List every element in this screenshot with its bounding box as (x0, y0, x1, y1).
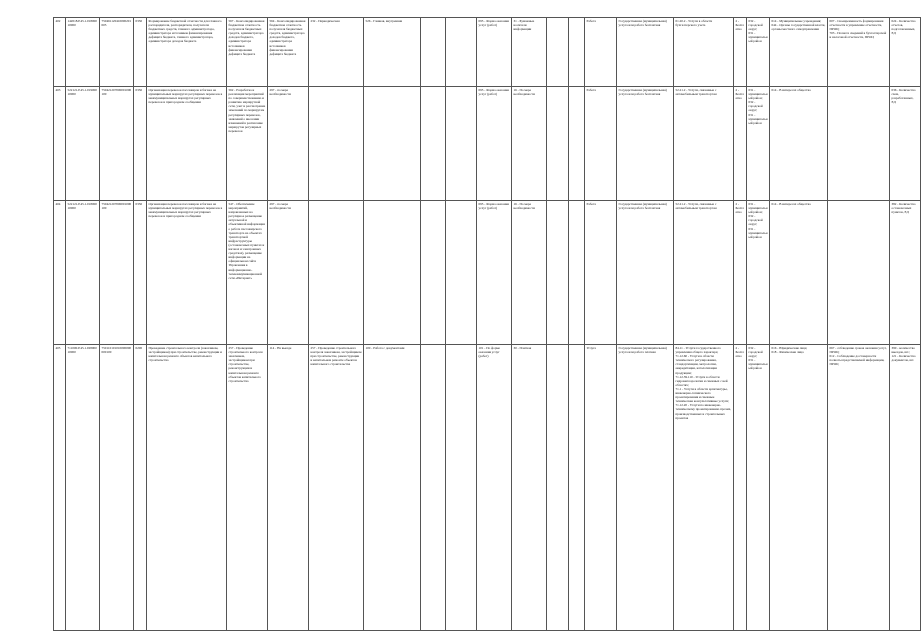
cell-content-4 (364, 201, 421, 345)
cell-code: 750421207000001000100 (100, 201, 134, 345)
table-row (54, 345, 921, 631)
cell-content-1: 567 - Консолидированная бюджетная отчетность получателя бюджетных средств, администратора доходов бюджета, администратора источников финансирования дефицита бюджета (227, 18, 268, 87)
cell-quality-indicators: 067 - соблюдение сроков оказания услуг, ПРОЦ; 012 - Соблюдение достоверности полноты представляемой информации, ПРОЦ (828, 345, 890, 631)
cell-content-2: 297 - по мере необходимости (268, 201, 309, 345)
cell-quality-indicators (828, 201, 890, 345)
cell-content-4 (364, 87, 421, 201)
cell-consumers: 016 - Юридические лица; 018 - Физические лица (770, 345, 828, 631)
cell-content-2: 564 - Консолидированная бюджетная отчетность получателя бюджетных средств, администратора доходов бюджета, администратора источников финансирования дефицита бюджета (268, 18, 309, 87)
cell-payment-type: Государственная (муниципальная) услуга или работа платная (617, 345, 674, 631)
cell-content-6 (446, 345, 477, 631)
cell-content-3 (309, 87, 364, 201)
cell-volume-indicators: 382 - Количество остановочных пунктов, ЕД (890, 201, 921, 345)
cell-consumers: 014 - Муниципальные учреждения; 044 - Органы государственной власти, органы местного самоуправления (770, 18, 828, 87)
table-row (54, 201, 921, 345)
registry-table (53, 17, 921, 631)
table-row (54, 87, 921, 201)
cell-num: 402 (54, 18, 66, 87)
cell-content-5 (421, 201, 446, 345)
cell-content-6 (446, 87, 477, 201)
cell-content-4: 526 - Главная, внутренняя (364, 18, 421, 87)
cell-content-8: 16 - По мере необходимости (512, 87, 547, 201)
cell-content-1: 257 - Проведение строительного контроля заказчиком, застройщиком при строительстве, реконструкции и капитальном ремонте объектов капитального строительства (227, 345, 268, 631)
cell-content-6 (446, 18, 477, 87)
table-row (54, 18, 921, 87)
cell-content-1: 547 - Обеспечение мероприятий, направленных на регулярное размещение актуальной и объективной информации о работе пассажирского транспорта на объектах транспортной инфраструктуры (остановочных пунктах и вагонах и электронных средствах), размещение информации на официальном сайте Управления в информационно-телекоммуникационной сети «Интернет» (227, 201, 268, 345)
cell-content-8: 16 - По мере необходимости (512, 201, 547, 345)
cell-content-9 (547, 201, 569, 345)
cell-content-3: 232 - Периодическая (309, 18, 364, 87)
cell-payment-type: Государственная (муниципальная) услуга или работа бесплатная (617, 87, 674, 201)
cell-form: 101 - По форме оказания услуг (работ) (477, 345, 512, 631)
cell-content-3 (309, 201, 364, 345)
cell-name: Организация перевозок пассажиров и багажа на муниципальных маршрутах регулярных перевозок в межмуниципальных маршрутах регулярных перевозок и пригородном сообщении (147, 87, 227, 201)
cell-content-2: 114 - На выезде (268, 345, 309, 631)
cell-content-3: 257 - Проведение строительного контроля заказчиком, застройщиком при строительстве, реконструкции и капитальном ремонте объектов капитального строительства (309, 345, 364, 631)
cell-name: Организация перевозок пассажиров и багажа на муниципальных маршрутах регулярных перевозок в межмуниципальных маршрутах регулярных перевозок и пригородном сообщении (147, 201, 227, 345)
cell-okpd: 01.20.2 - Услуги в области бухгалтерского учета (674, 18, 734, 87)
cell-territory: 032 - городской округ; 031 - муниципальный район (747, 18, 770, 87)
cell-content-1: 562 - Разработка и реализация мероприятий по совершенствованию и развитию маршрутной сети, учет и рассмотрение замечаний по маршрутам регулярных перевозок, заявлений о внесении изменений в расписание маршрутов регулярных перевозок (227, 87, 268, 201)
cell-okpo: 711000.Р.45.1.02800010000 (66, 345, 100, 631)
cell-content-5 (421, 18, 446, 87)
cell-content-10 (569, 345, 585, 631)
cell-name: Проведение строительного контроля (заказчиком, застройщиком) при строительстве, реконструкции и капитальном ремонте объектов капитального строительства (147, 345, 227, 631)
cell-kind: Работа (585, 87, 617, 201)
cell-okved: 0330 (134, 87, 147, 201)
cell-okpd: 84.11 - Услуги государственного управления общего характера; 71.12.60 - Услуги в области технического регулирования, стандартизации, метрологии, аккредитации, каталогизации продукции; 71.12.39.110 - Услуги в области гидрометеорологии и смежных с ней областях; 71.1 - Услуги в области архитектуры, инженерно-технического проектирования и смежные технические консультативные услуги; 71.12.20 - Услуги по инженерно-техническому проектированию прочих, производственных и строительных проектов (674, 345, 734, 631)
cell-okved: 0330 (134, 18, 147, 87)
cell-form: 095 - Форма оказания услуг (работ) (477, 87, 512, 201)
cell-okpo: 142018.Р.45.1.01800010000 (66, 18, 100, 87)
cell-content-5 (421, 87, 446, 201)
registry-sheet (53, 17, 916, 634)
cell-okpo: 522121.Р.45.1.01800010000 (66, 201, 100, 345)
cell-payment-type: Государственная (муниципальная) услуга или работа бесплатная (617, 201, 674, 345)
cell-volume-indicators: 390 - количество выездов, шт.; 121 - Количество документов, шт. (890, 345, 921, 631)
cell-territory: 031 - муниципальный район; 032 - городской округ; 031 - муниципальный район (747, 87, 770, 201)
cell-form: 095 - Форма оказания услуг (работ) (477, 201, 512, 345)
cell-free-flag: 2 - Бесплатно (734, 18, 747, 87)
cell-content-2: 297 - по мере необходимости (268, 87, 309, 201)
cell-volume-indicators: 036 - Количество схем, разработанных, ЕД (890, 87, 921, 201)
cell-content-5 (421, 345, 446, 631)
cell-okved: 0330 (134, 201, 147, 345)
cell-free-flag: 2 - Бесплатно (734, 345, 747, 631)
cell-territory: 031 - муниципальный район; 032 - городской округ; 031 - муниципальный район (747, 201, 770, 345)
cell-code: 750461120410000201005 (100, 18, 134, 87)
cell-content-9 (547, 87, 569, 201)
cell-payment-type: Государственная (муниципальная) услуга или работа бесплатная (617, 18, 674, 87)
cell-kind: Услуга (585, 345, 617, 631)
cell-content-8: 31 - Бумажные носители информации (512, 18, 547, 87)
cell-free-flag: 2 - Бесплатно (734, 201, 747, 345)
cell-content-10 (569, 201, 585, 345)
cell-content-6 (446, 201, 477, 345)
cell-content-8: 30 - Платная (512, 345, 547, 631)
cell-num: 404 (54, 201, 66, 345)
cell-content-10 (569, 18, 585, 87)
cell-form: 095 - Форма оказания услуг (работ) (477, 18, 512, 87)
cell-free-flag: 2 - Бесплатно (734, 87, 747, 201)
cell-name: Формирование бюджетной отчетности для главного распорядителя, распорядителя, получателя бюджетных средств, главного администратора, администратора источников финансирования дефицита бюджета, главного администратора, администратора доходов бюджета (147, 18, 227, 87)
cell-consumers: 014 - В интересах общества (770, 201, 828, 345)
cell-content-4: 100 - Работа с документами (364, 345, 421, 631)
cell-code: 750421207000001000100 (100, 87, 134, 201)
cell-kind: Работа (585, 201, 617, 345)
cell-content-9 (547, 18, 569, 87)
cell-num: 405 (54, 345, 66, 631)
cell-num: 403 (54, 87, 66, 201)
cell-code: 750110101010000000000100 (100, 345, 134, 631)
cell-consumers: 014 - В интересах общества (770, 87, 828, 201)
cell-okpo: 522121.Р.45.1.01900010000 (66, 87, 100, 201)
cell-quality-indicators: 007 - Своевременность формирования отчетности в управление отчетности, ПРОЦ; 703 - Полнота сведений в бухгалтерской и налоговой отчетности, ПРОЦ (828, 18, 890, 87)
cell-volume-indicators: 024 - Количество отчетов, подготовленных, ЕД (890, 18, 921, 87)
cell-okpd: 52.21.2 - Услуги, связанные с автомобильным транспортом (674, 87, 734, 201)
cell-okved: 0200 (134, 345, 147, 631)
cell-content-10 (569, 87, 585, 201)
cell-kind: Работа (585, 18, 617, 87)
cell-content-9 (547, 345, 569, 631)
cell-quality-indicators (828, 87, 890, 201)
cell-okpd: 52.21.2 - Услуги, связанные с автомобильным транспортом (674, 201, 734, 345)
cell-territory: 032 - городской округ; 031 - муниципальный район (747, 345, 770, 631)
